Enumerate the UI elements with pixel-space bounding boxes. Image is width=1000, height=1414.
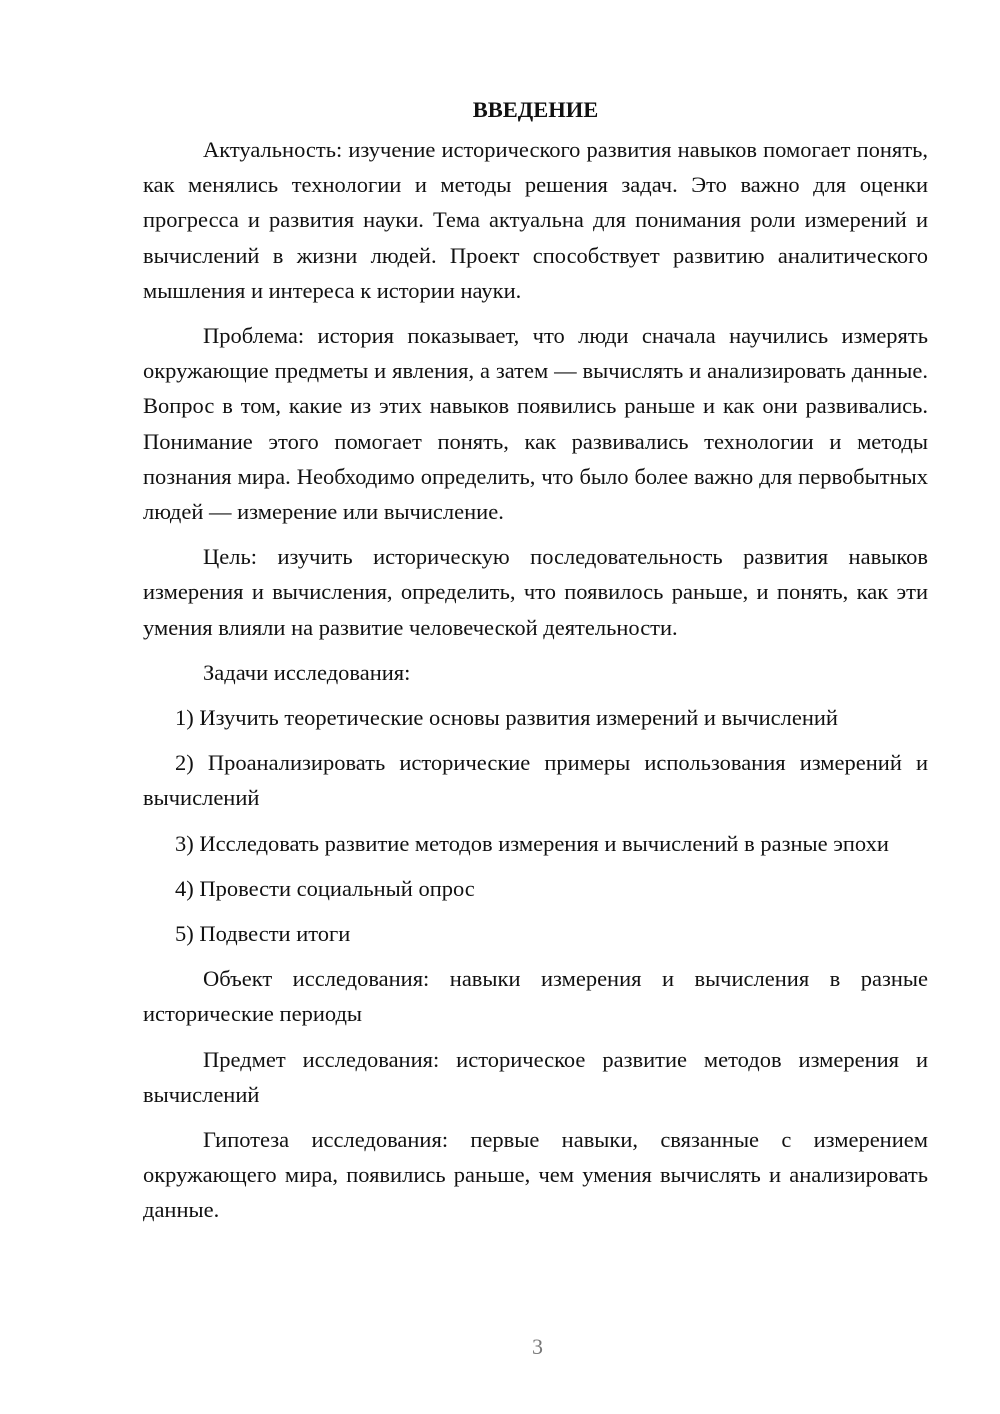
document-body	[143, 92, 928, 1228]
object-paragraph: Объект исследования: навыки измерения и вычисления в разные исторические периоды	[143, 966, 928, 1027]
hypothesis-paragraph: Гипотеза исследования: первые навыки, связанные с измерением окружающего мира, появились раньше, чем умения вычислять и анализировать данные.	[143, 1127, 928, 1223]
section-title: ВВЕДЕНИЕ	[472, 97, 599, 122]
task-item: 4) Провести социальный опрос	[175, 875, 475, 901]
page-number: 3	[532, 1334, 543, 1359]
problem-paragraph: Проблема: история показывает, что люди сначала научились измерять окружающие предметы и явления, а затем — вычислять и анализировать данные. Вопрос в том, какие из этих навыков появились раньше и как они развивались. Понимание этого помогает понять, как развивались технологии и методы познания мира. Необходимо определить, что было более важно для первобытных людей — измерение или вычисление.	[143, 323, 928, 525]
goal-paragraph: Цель: изучить историческую последовательность развития навыков измерения и вычисления, определить, что появилось раньше, и понять, как эти умения влияли на развитие человеческой деятельности.	[143, 544, 928, 640]
task-item: 2) Проанализировать исторические примеры использования измерений и вычислений	[143, 750, 928, 811]
tasks-heading: Задачи исследования:	[203, 659, 411, 685]
relevance-paragraph: Актуальность: изучение исторического развития навыков помогает понять, как менялись технологии и методы решения задач. Это важно для оценки прогресса и развития науки. Тема актуальна для понимания роли измерений и вычислений в жизни людей. Проект способствует развитию аналитического мышления и интереса к истории науки.	[143, 137, 928, 303]
task-item: 3) Исследовать развитие методов измерения и вычислений в разные эпохи	[175, 830, 889, 856]
subject-paragraph: Предмет исследования: историческое развитие методов измерения и вычислений	[143, 1046, 928, 1107]
task-item: 5) Подвести итоги	[175, 921, 351, 947]
task-item: 1) Изучить теоретические основы развития измерений и вычислений	[175, 705, 838, 731]
